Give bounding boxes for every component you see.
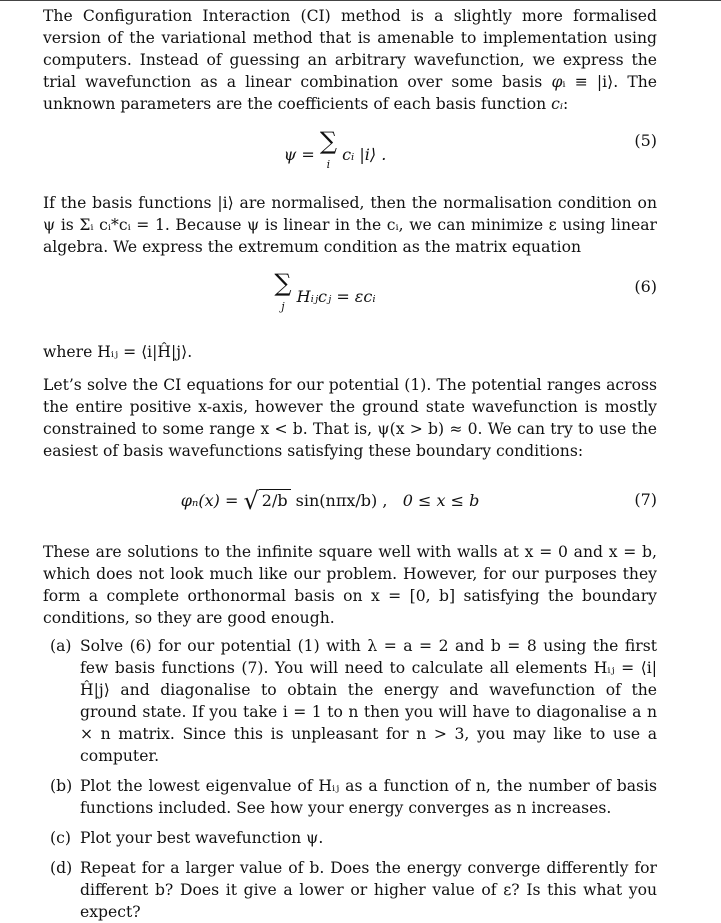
equation-6: ∑ j Hᵢⱼcⱼ = εcᵢ (6) (274, 269, 657, 313)
question-label: (d) (50, 859, 73, 877)
question-d (43, 857, 657, 923)
question-text: Plot the lowest eigenvalue of Hᵢⱼ as a function of n, the number of basis functions included. See how your energy converges as n increases. (80, 777, 657, 817)
equation-number: (7) (634, 490, 657, 509)
question-a (43, 635, 657, 767)
question-c (43, 827, 657, 849)
normalisation-paragraph: If the basis functions |i⟩ are normalised, then the normalisation condition on ψ is Σᵢ cᵢ*cᵢ = 1. Because ψ is linear in the cᵢ, we can minimize ε using linear algebra. We express the extremum condition as the matrix equation (43, 194, 657, 256)
equation-7: φₙ(x) = √ 2/b sin(nπx/b) , 0 ≤ x ≤ b (7) (180, 487, 657, 515)
question-b (43, 775, 657, 819)
ci-potential-paragraph: Let’s solve the CI equations for our potential (1). The potential ranges across the entire positive x-axis, however the ground state wavefunction is mostly constrained to some range x < b. That is, ψ(x > b) ≈ 0. We can try to use the easiest of basis wavefunctions satisfying these boundary conditions: (43, 376, 657, 460)
basis-explanation-paragraph: These are solutions to the infinite square well with walls at x = 0 and x = b, which does not look much like our problem. However, for our purposes they form a complete orthonormal basis on x = [0, b] satisfying the boundary conditions, so they are good enough. (43, 543, 657, 627)
question-label: (c) (50, 829, 71, 847)
hamiltonian-definition: where Hᵢⱼ = ⟨i|Ĥ|j⟩. (43, 343, 193, 361)
question-label: (b) (50, 777, 73, 795)
question-text: Plot your best wavefunction ψ. (80, 829, 324, 847)
question-text: Solve (6) for our potential (1) with λ = a = 2 and b = 8 using the first few basis functions (7). You will need to calculate all elements Hᵢⱼ = ⟨i|Ĥ|j⟩ and diagonalise to obtain the energy and wavefunction of the ground state. If you take i = 1 to n then you will have to diagonalise a n × n matrix. Since this is unpleasant for n > 3, you may like to use a computer. (80, 637, 657, 765)
question-list (43, 635, 657, 923)
equation-number: (6) (634, 277, 657, 296)
equation-number: (5) (634, 131, 657, 150)
intro-paragraph: The Configuration Interaction (CI) method is a slightly more formalised version of the variational method that is amenable to implementation using computers. Instead of guessing an arbitrary wavefunction, we express the trial wavefunction as a linear combination over some basis φᵢ ≡ |i⟩. The unknown parameters are the coefficients of each basis function cᵢ: (43, 7, 657, 113)
question-text: Repeat for a larger value of b. Does the energy converge differently for different b? Does it give a lower or higher value of ε? Is this what you expect? (80, 859, 657, 921)
sum-symbol: ∑ (319, 127, 337, 155)
equation-5: ψ = ∑ i cᵢ |i⟩ . (5) (283, 127, 657, 171)
sum-symbol: ∑ (274, 269, 292, 297)
sqrt-symbol: √ (243, 487, 259, 515)
question-label: (a) (50, 637, 72, 655)
